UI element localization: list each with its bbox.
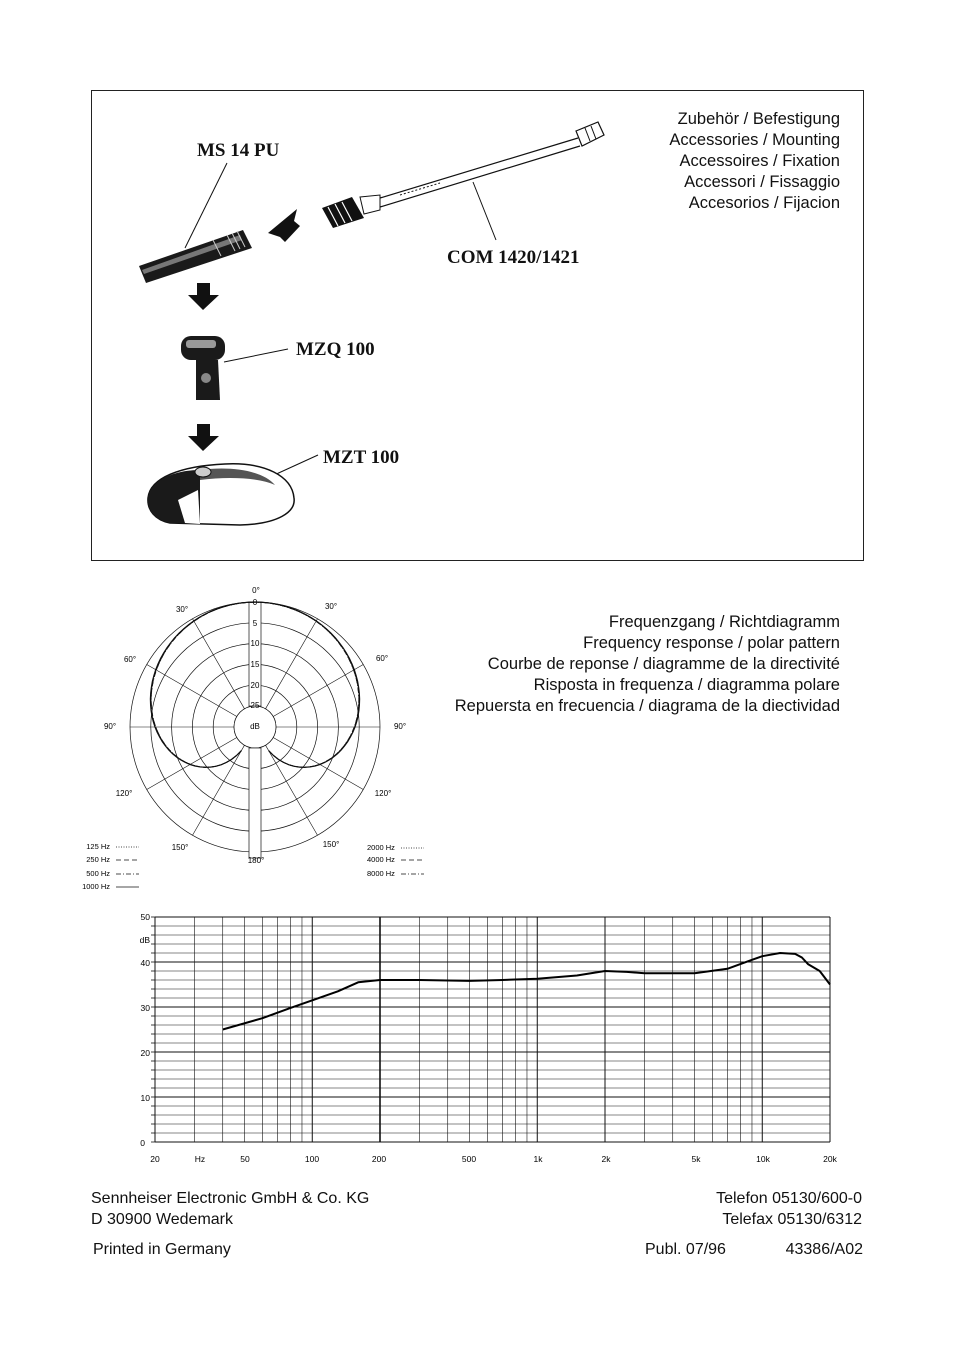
heading-line: Zubehör / Befestigung <box>677 110 840 128</box>
y-tick-label: 20 <box>140 1048 150 1058</box>
y-tick-label: 40 <box>140 958 150 968</box>
company-name: Sennheiser Electronic GmbH & Co. KG <box>91 1190 370 1207</box>
label-ms14pu: MS 14 PU <box>197 140 280 161</box>
angle-label: 0° <box>252 586 260 595</box>
x-tick-label: 20k <box>823 1154 837 1164</box>
polar-legend-left <box>82 842 139 891</box>
frequency-grid <box>151 917 830 1142</box>
polar-axis-strip <box>249 602 261 706</box>
legend-label: 8000 Hz <box>367 869 395 878</box>
heading-line: Courbe de reponse / diagramme de la directivité <box>487 655 840 673</box>
response-heading <box>455 612 840 717</box>
arrow-down-icon <box>188 424 219 451</box>
legend-label: 125 Hz <box>86 842 110 851</box>
x-tick-label: 500 <box>461 1154 477 1164</box>
heading-line: Accessoires / Fixation <box>679 152 840 170</box>
radial-tick: 0 <box>252 598 258 607</box>
publication-date: Publ. 07/96 <box>645 1241 726 1258</box>
angle-label: 60° <box>375 654 389 663</box>
angle-label: 90° <box>103 722 117 731</box>
y-tick-label: 30 <box>140 1003 150 1013</box>
arrow-down-icon <box>188 283 219 310</box>
radial-tick: 5 <box>252 619 258 628</box>
heading-line: Frequenzgang / Richtdiagramm <box>608 613 840 631</box>
label-mzq: MZQ 100 <box>296 339 375 360</box>
radial-tick: 10 <box>250 639 260 648</box>
x-tick-label: 10k <box>756 1154 770 1164</box>
frequency-curve <box>223 953 830 1030</box>
legend-label: 4000 Hz <box>367 855 395 864</box>
heading-line: Repuersta en frecuencia / diagrama de la diectividad <box>454 697 840 715</box>
polar-axis-strip <box>249 748 261 858</box>
radial-tick: 20 <box>250 681 260 690</box>
x-tick-label: 2k <box>601 1154 611 1164</box>
heading-line: Risposta in frequenza / diagramma polare <box>533 676 840 694</box>
angle-label: 120° <box>374 789 392 798</box>
label-com: COM 1420/1421 <box>447 247 580 268</box>
ms14pu-capsule <box>139 230 252 283</box>
angle-label: 180° <box>247 856 265 865</box>
y-axis-labels <box>140 912 151 1148</box>
legend-label: 250 Hz <box>86 855 110 864</box>
y-unit-label: dB <box>139 935 150 945</box>
printed-note: Printed in Germany <box>93 1241 231 1258</box>
angle-label: 90° <box>393 722 407 731</box>
x-tick-label: 1k <box>533 1154 543 1164</box>
x-tick-label: 200 <box>371 1154 387 1164</box>
angle-label: 60° <box>123 655 137 664</box>
legend-label: 1000 Hz <box>82 882 110 891</box>
document-code: 43386/A02 <box>785 1241 863 1258</box>
legend-label: 2000 Hz <box>367 843 395 852</box>
angle-label: 150° <box>171 843 189 852</box>
telefax: Telefax 05130/6312 <box>722 1211 862 1228</box>
label-mzt: MZT 100 <box>323 447 400 468</box>
x-tick-label: 5k <box>691 1154 701 1164</box>
x-tick-label: 100 <box>304 1154 320 1164</box>
angle-label: 30° <box>175 605 189 614</box>
angle-label: 120° <box>115 789 133 798</box>
radial-tick: 25 <box>250 701 260 710</box>
mzt-base <box>148 464 294 525</box>
telefon: Telefon 05130/600-0 <box>716 1190 862 1207</box>
angle-label: 150° <box>322 840 340 849</box>
company-address: D 30900 Wedemark <box>91 1211 233 1228</box>
frequency-chart <box>110 905 840 1170</box>
radial-unit: dB <box>250 722 260 731</box>
legend-label: 500 Hz <box>86 869 110 878</box>
y-tick-label: 0 <box>140 1138 145 1148</box>
heading-line: Accesorios / Fijacion <box>688 194 840 212</box>
heading-line: Accessories / Mounting <box>669 131 840 149</box>
x-axis-labels <box>150 1154 837 1164</box>
x-unit-label: Hz <box>194 1154 206 1164</box>
angle-label: 30° <box>324 602 338 611</box>
heading-line: Frequency response / polar pattern <box>583 634 840 652</box>
heading-line: Accessori / Fissaggio <box>684 173 840 191</box>
x-tick-label: 50 <box>240 1154 250 1164</box>
polar-legend-right <box>367 843 424 878</box>
mzq-clip <box>181 336 225 400</box>
polar-chart <box>75 582 445 892</box>
y-tick-label: 10 <box>140 1093 150 1103</box>
y-tick-label: 50 <box>140 912 150 922</box>
x-tick-label: 20 <box>150 1154 160 1164</box>
frequency-response-line <box>223 953 830 1030</box>
com-gooseneck <box>322 122 604 228</box>
accessories-illustration <box>0 0 954 600</box>
radial-tick: 15 <box>250 660 260 669</box>
arrow-left-icon <box>268 209 300 242</box>
